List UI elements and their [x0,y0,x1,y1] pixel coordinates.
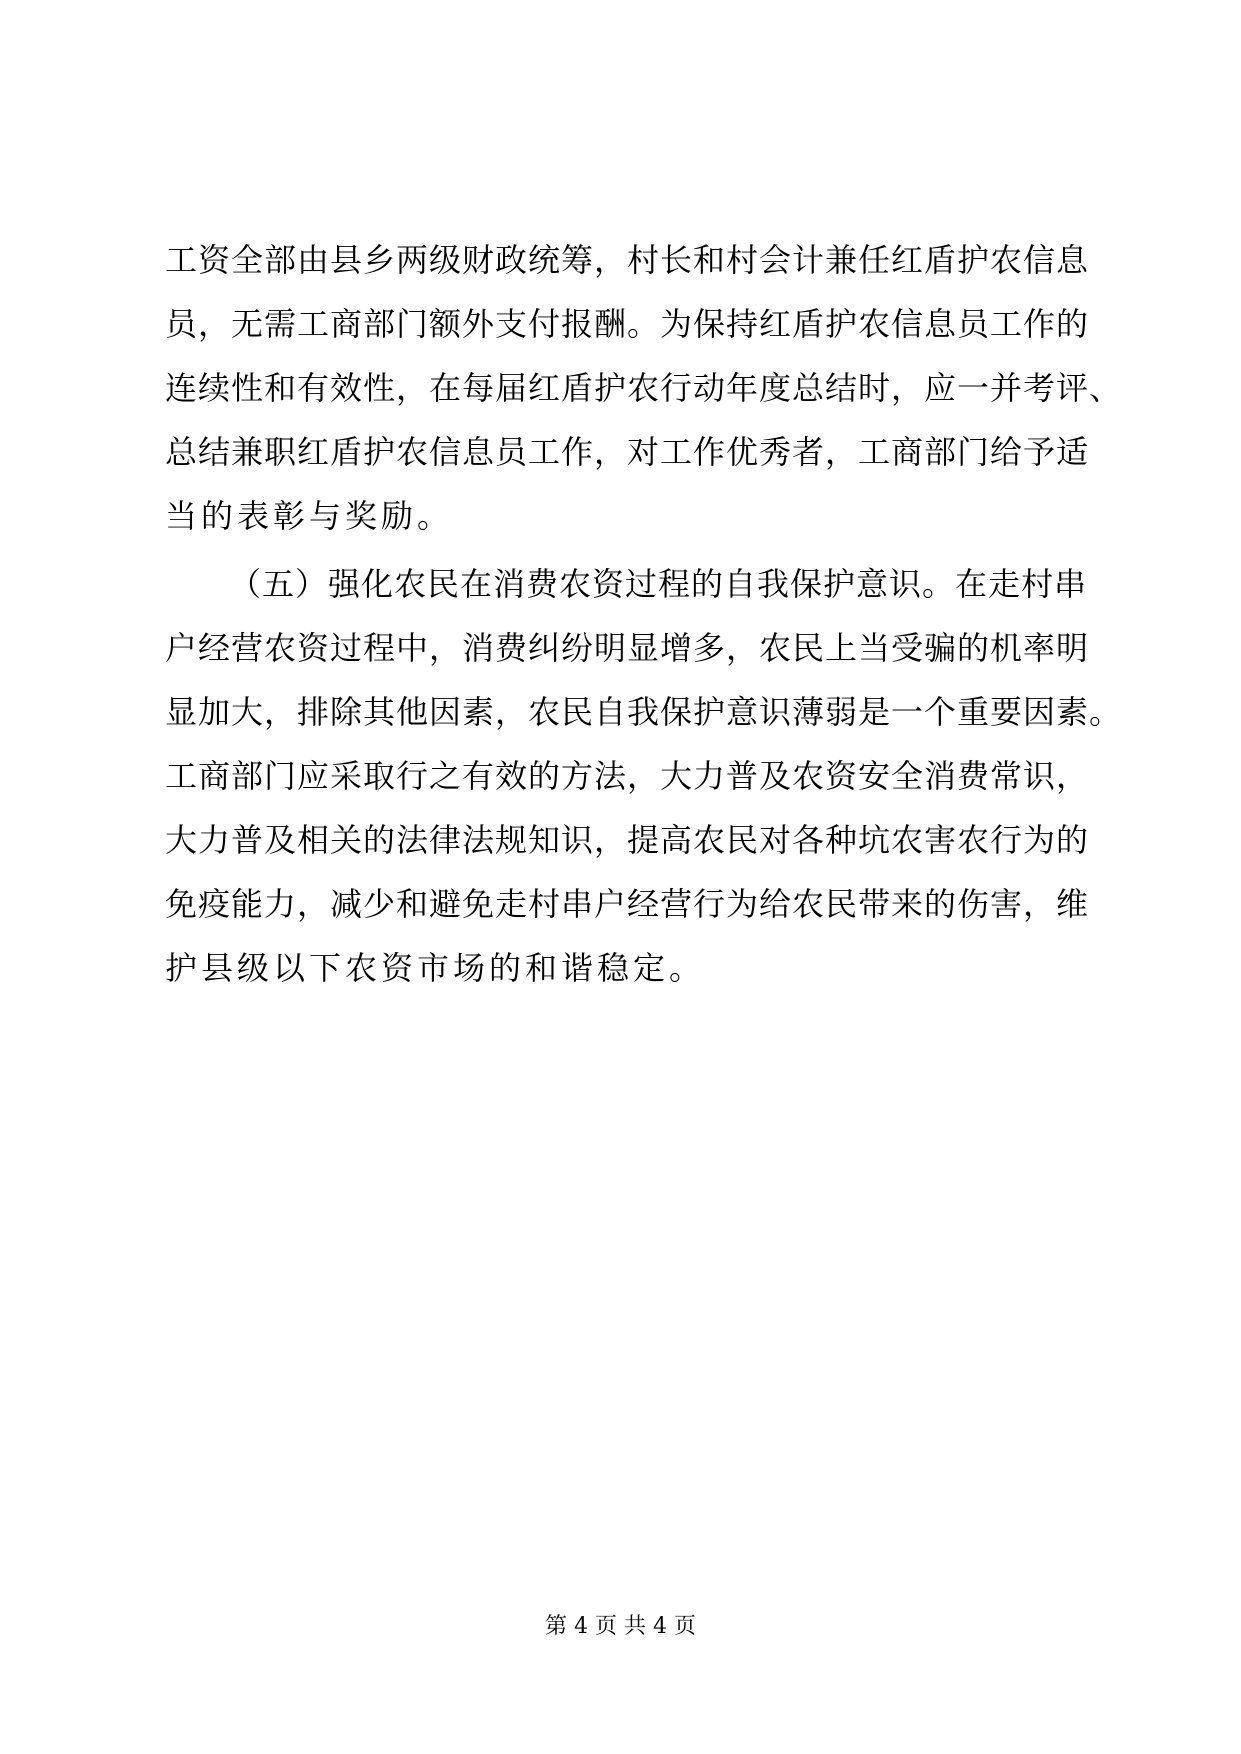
paragraph-line: 大力普及相关的法律法规知识，提高农民对各种坑农害农行为的 [165,821,1090,859]
paragraph-line: 当的表彰与奖励。 [165,497,454,535]
body-text [165,228,1123,1000]
paragraph-line: 员，无需工商部门额外支付报酬。为保持红盾护农信息员工作的 [165,305,1090,343]
paragraph-line: 连续性和有效性，在每届红盾护农行动年度总结时，应一并考评、 [165,369,1123,407]
paragraph-line: 工资全部由县乡两级财政统筹，村长和村会计兼任红盾护农信息 [165,241,1090,279]
paragraph-line: 总结兼职红盾护农信息员工作，对工作优秀者，工商部门给予适 [165,433,1090,471]
paragraph-2 [165,552,1123,1000]
paragraph-line: （五）强化农民在消费农资过程的自我保护意识。在走村串 [229,565,1088,603]
paragraph-1 [165,228,1123,548]
paragraph-line: 显加大，排除其他因素，农民自我保护意识薄弱是一个重要因素。 [165,693,1123,731]
page-footer: 第 4 页 共 4 页 [545,1614,696,1639]
paragraph-line: 户经营农资过程中，消费纠纷明显增多，农民上当受骗的机率明 [165,629,1090,667]
paragraph-line: 工商部门应采取行之有效的方法，大力普及农资安全消费常识， [165,757,1090,795]
paragraph-line: 免疫能力，减少和避免走村串户经营行为给农民带来的伤害，维 [165,885,1090,923]
paragraph-line: 护县级以下农资市场的和谐稳定。 [165,949,706,987]
